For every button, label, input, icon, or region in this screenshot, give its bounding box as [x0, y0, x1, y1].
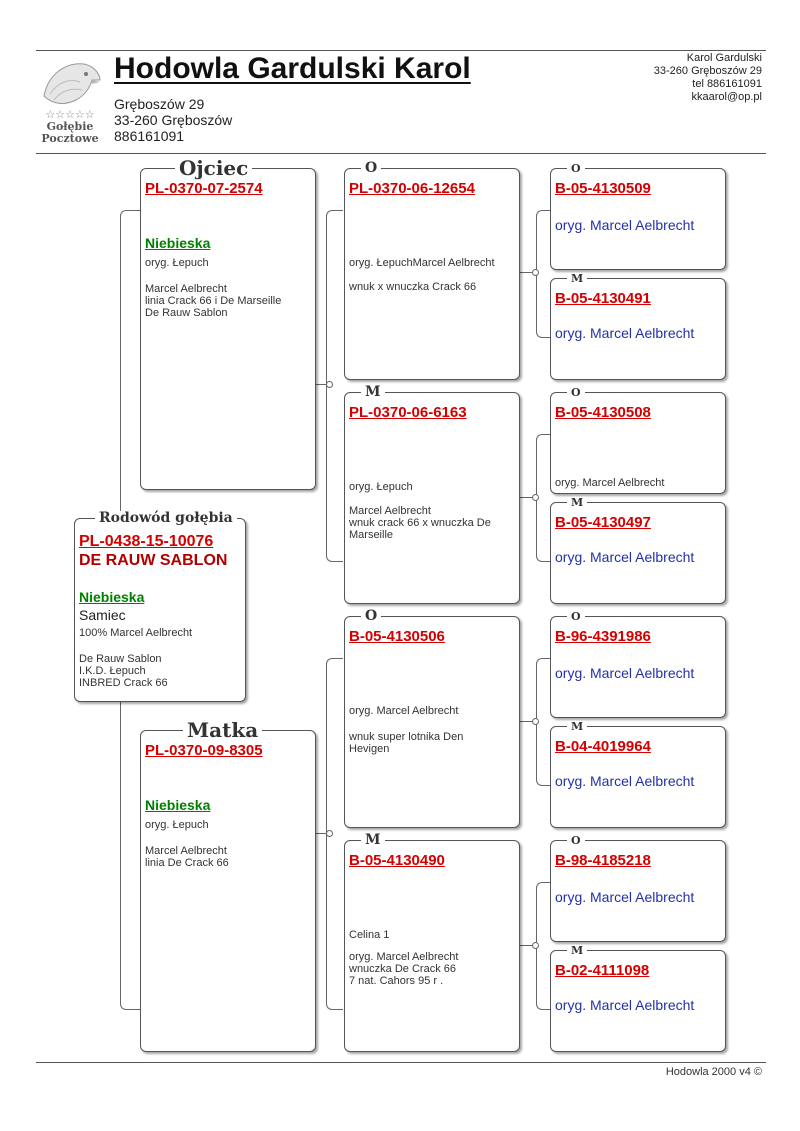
great-grandparent-ring-number[interactable]: B-05-4130509	[555, 180, 651, 197]
header-bottom-rule	[36, 153, 766, 154]
great-grandparent-note: oryg. Marcel Aelbrecht	[555, 773, 695, 789]
connector-dot	[326, 830, 333, 837]
subject-note: 100% Marcel Aelbrecht	[79, 627, 193, 639]
address-line: 886161091	[114, 128, 185, 144]
father-card[interactable]	[140, 156, 316, 490]
connector-line	[316, 384, 326, 385]
great-grandparent-card-mff[interactable]	[550, 610, 726, 718]
grandparent-note: wnuk x wnuczka Crack 66	[349, 281, 477, 293]
grandparent-legend: O	[361, 161, 381, 175]
grandparent-legend: M	[361, 385, 385, 399]
connector-dot	[532, 269, 539, 276]
mother-note: Marcel Aelbrecht linia De Crack 66	[145, 845, 229, 869]
connector-line	[316, 833, 326, 834]
connector-line	[520, 272, 532, 273]
grandparent-note: oryg. Marcel Aelbrecht	[349, 705, 459, 717]
grandparent-note: wnuk super lotnika Den Hevigen	[349, 731, 464, 755]
great-grandparent-card-mmf[interactable]	[550, 834, 726, 942]
great-grandparent-ring-number[interactable]: B-05-4130491	[555, 290, 651, 307]
subject-card[interactable]	[74, 510, 246, 702]
great-grandparent-card-fmf[interactable]	[550, 386, 726, 494]
great-grandparent-card-mmm[interactable]	[550, 944, 726, 1052]
connector-dot	[532, 494, 539, 501]
contact-block	[654, 52, 762, 104]
great-grandparent-legend: M	[567, 273, 587, 284]
grandparent-card-ff[interactable]	[344, 160, 520, 380]
great-grandparent-ring-number[interactable]: B-05-4130508	[555, 404, 651, 421]
great-grandparent-card-fff[interactable]	[550, 162, 726, 270]
grandparent-ring-number[interactable]: PL-0370-06-12654	[349, 180, 475, 197]
great-grandparent-note: oryg. Marcel Aelbrecht	[555, 549, 695, 565]
great-grandparent-card-mfm[interactable]	[550, 720, 726, 828]
father-legend: Ojciec	[175, 158, 252, 178]
great-grandparent-note: oryg. Marcel Aelbrecht	[555, 325, 695, 341]
great-grandparent-ring-number[interactable]: B-02-4111098	[555, 962, 650, 979]
subject-ring-number[interactable]: PL-0438-15-10076	[79, 533, 214, 550]
great-grandparent-legend: O	[567, 611, 585, 622]
grandparent-legend: M	[361, 833, 385, 847]
father-color: Niebieska	[145, 235, 211, 251]
page-title: Hodowla Gardulski Karol	[114, 52, 471, 85]
mother-legend: Matka	[183, 720, 262, 740]
grandparent-card-mf[interactable]	[344, 608, 520, 828]
great-grandparent-note: oryg. Marcel Aelbrecht	[555, 665, 695, 681]
mother-card[interactable]	[140, 718, 316, 1052]
address-line: 33-260 Gręboszów	[114, 112, 233, 128]
subject-name: DE RAUW SABLON	[79, 552, 228, 569]
contact-line: kkaarol@op.pl	[691, 91, 762, 103]
great-grandparent-legend: O	[567, 163, 585, 174]
connector-dot	[326, 381, 333, 388]
grandparent-note: Marcel Aelbrecht wnuk crack 66 x wnuczka De Marseille	[349, 505, 491, 541]
grandparent-note: Celina 1	[349, 929, 390, 941]
father-note: oryg. Łepuch	[145, 257, 209, 269]
great-grandparent-legend: M	[567, 945, 587, 956]
great-grandparent-legend: M	[567, 721, 587, 732]
great-grandparent-card-ffm[interactable]	[550, 272, 726, 380]
great-grandparent-note: oryg. Marcel Aelbrecht	[555, 477, 665, 489]
subject-color: Niebieska	[79, 589, 145, 605]
contact-line: 33-260 Gręboszów 29	[653, 65, 762, 77]
connector-line	[520, 945, 532, 946]
svg-text:☆☆☆☆☆: ☆☆☆☆☆	[45, 108, 95, 121]
grandparent-note: oryg. Łepuch	[349, 481, 413, 493]
subject-legend: Rodowód gołębia	[95, 511, 237, 525]
great-grandparent-note: oryg. Marcel Aelbrecht	[555, 997, 695, 1013]
great-grandparent-ring-number[interactable]: B-98-4185218	[555, 852, 651, 869]
grandparent-ring-number[interactable]: B-05-4130506	[349, 628, 445, 645]
header-top-rule	[36, 50, 766, 51]
contact-line: Karol Gardulski	[686, 52, 762, 64]
grandparent-legend: O	[361, 609, 381, 623]
grandparent-card-fm[interactable]	[344, 384, 520, 604]
connector-dot	[532, 718, 539, 725]
breeder-address	[114, 96, 232, 144]
connector-line	[520, 721, 532, 722]
grandparent-note: oryg. ŁepuchMarcel Aelbrecht	[349, 257, 495, 269]
address-line: Gręboszów 29	[114, 96, 205, 112]
great-grandparent-ring-number[interactable]: B-05-4130497	[555, 514, 651, 531]
great-grandparent-ring-number[interactable]: B-96-4391986	[555, 628, 651, 645]
footer-rule	[36, 1062, 766, 1063]
great-grandparent-legend: M	[567, 497, 587, 508]
mother-color: Niebieska	[145, 797, 211, 813]
grandparent-ring-number[interactable]: PL-0370-06-6163	[349, 404, 467, 421]
connector-line	[520, 497, 532, 498]
mother-ring-number[interactable]: PL-0370-09-8305	[145, 742, 263, 759]
grandparent-ring-number[interactable]: B-05-4130490	[349, 852, 445, 869]
subject-note: De Rauw Sablon I.K.D. Łepuch INBRED Crack 66	[79, 653, 168, 689]
grandparent-card-mm[interactable]	[344, 832, 520, 1052]
great-grandparent-card-fmm[interactable]	[550, 496, 726, 604]
connector-dot	[532, 942, 539, 949]
subject-sex: Samiec	[79, 607, 126, 623]
mother-note: oryg. Łepuch	[145, 819, 209, 831]
father-ring-number[interactable]: PL-0370-07-2574	[145, 180, 263, 197]
great-grandparent-ring-number[interactable]: B-04-4019964	[555, 738, 651, 755]
great-grandparent-note: oryg. Marcel Aelbrecht	[555, 889, 695, 905]
great-grandparent-note: oryg. Marcel Aelbrecht	[555, 217, 695, 233]
great-grandparent-legend: O	[567, 835, 585, 846]
logo-text: Gołębie Pocztowe	[41, 120, 99, 145]
great-grandparent-legend: O	[567, 387, 585, 398]
footer-text: Hodowla 2000 v4 ©	[665, 1066, 762, 1078]
grandparent-note: oryg. Marcel Aelbrecht wnuczka De Crack 66 7 nat. Cahors 95 r .	[349, 951, 459, 987]
father-note: Marcel Aelbrecht linia Crack 66 i De Marseille De Rauw Sablon	[145, 283, 282, 319]
contact-line: tel 886161091	[692, 78, 762, 90]
